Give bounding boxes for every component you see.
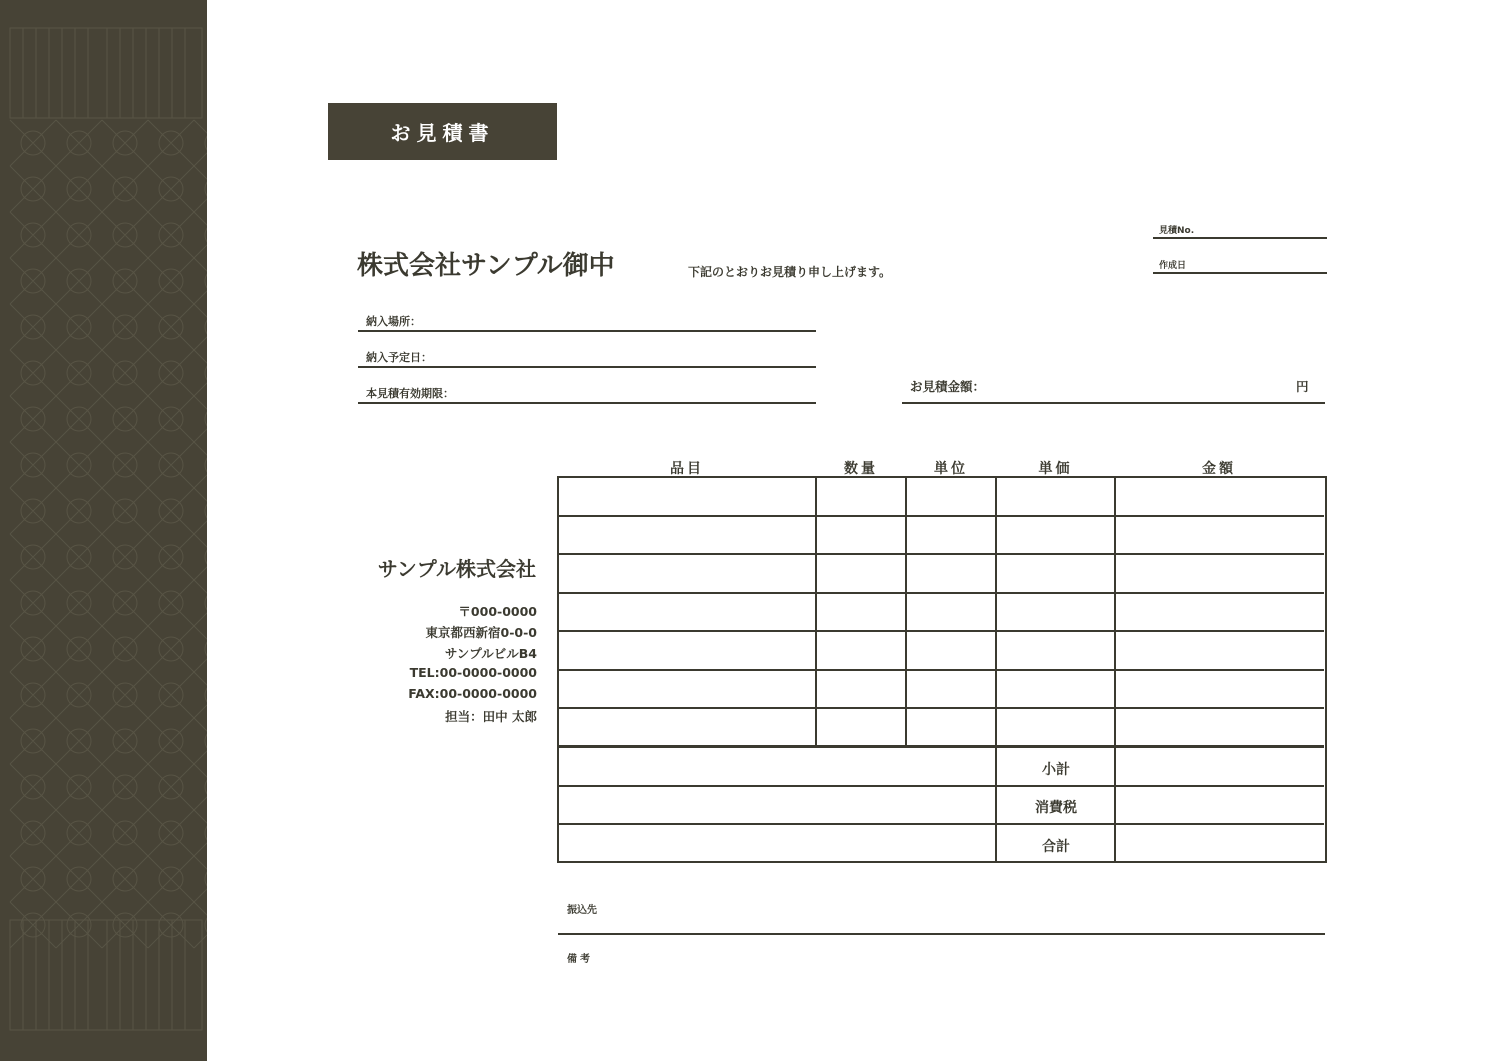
estimate-number-label: 見積No. <box>1159 226 1195 236</box>
table-row-divider <box>559 785 1324 787</box>
table-row-divider <box>559 630 1324 632</box>
sender-company-name: サンプル株式会社 <box>377 557 536 581</box>
subtotal-label: 小計 <box>1042 762 1070 778</box>
validity-line <box>358 402 816 404</box>
total-label: 合計 <box>1042 839 1070 855</box>
column-header-item: 品目 <box>670 461 704 477</box>
sender-address-line2: サンプルビルB4 <box>444 646 537 661</box>
table-row-divider <box>559 592 1324 594</box>
bank-transfer-line <box>558 933 1325 935</box>
greeting-text: 下記のとおりお見積り申し上げます。 <box>688 265 892 279</box>
delivery-date-label: 納入予定日： <box>366 351 432 364</box>
column-header-unit: 単位 <box>934 461 968 477</box>
amount-unit: 円 <box>1296 379 1309 394</box>
document-title: お見積書 <box>328 103 557 160</box>
table-row-divider <box>559 553 1324 555</box>
sender-contact: 担当：田中 太郎 <box>445 709 537 724</box>
column-header-amount: 金額 <box>1202 461 1236 477</box>
sender-postal-code: 〒000-0000 <box>458 604 537 619</box>
sender-tel: TEL:00-0000-0000 <box>409 665 537 680</box>
table-row-divider <box>559 823 1324 825</box>
decorative-sidebar <box>0 0 207 1061</box>
estimate-number-line <box>1153 237 1327 239</box>
delivery-date-line <box>358 366 816 368</box>
estimate-amount-line <box>902 402 1325 404</box>
table-column-divider <box>905 478 907 746</box>
table-row-divider <box>559 669 1324 671</box>
column-header-quantity: 数量 <box>844 461 878 477</box>
notes-label: 備考 <box>567 954 593 965</box>
lattice-pattern <box>10 120 207 948</box>
validity-label: 本見積有効期限： <box>366 387 454 400</box>
delivery-place-line <box>358 330 816 332</box>
table-row-divider <box>559 707 1324 709</box>
creation-date-label: 作成日 <box>1159 261 1187 271</box>
bank-transfer-label: 振込先 <box>567 905 597 916</box>
estimate-amount-label: お見積金額： <box>910 379 986 394</box>
table-summary-divider <box>559 745 1324 748</box>
sidebar-pattern <box>0 0 207 1061</box>
recipient-name: 株式会社サンプル御中 <box>357 251 615 281</box>
delivery-place-label: 納入場所： <box>366 315 421 328</box>
tax-label: 消費税 <box>1035 800 1077 816</box>
column-header-unit-price: 単価 <box>1038 461 1073 477</box>
table-column-divider <box>815 478 817 746</box>
table-row-divider <box>559 515 1324 517</box>
sender-fax: FAX:00-0000-0000 <box>408 686 537 701</box>
creation-date-line <box>1153 272 1327 274</box>
sender-address-line1: 東京都西新宿0-0-0 <box>425 625 537 640</box>
